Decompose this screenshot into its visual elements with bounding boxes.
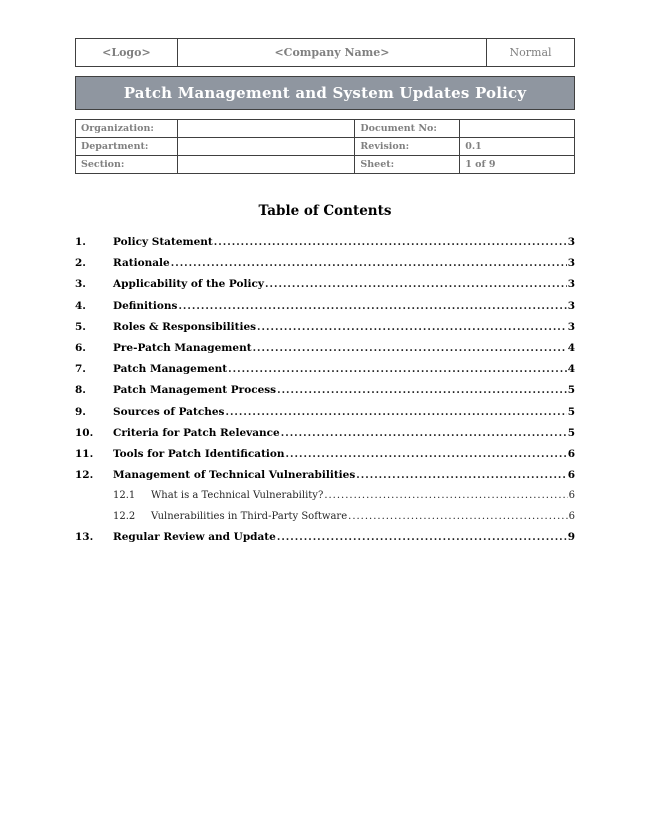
toc-entry-page: 9 [567, 530, 575, 543]
toc-leader-dots [286, 444, 567, 465]
toc-entry-page: 4 [567, 363, 575, 376]
toc-entry-number: 12.1 [113, 490, 136, 502]
toc-entry-title: What is a Technical Vulnerability? [151, 490, 324, 502]
logo-placeholder: <Logo> [76, 39, 178, 67]
toc-entry-page: 3 [567, 257, 575, 270]
document-title-banner: Patch Management and System Updates Policy [75, 76, 575, 110]
toc-entry-title: Roles & Responsibilities [113, 320, 257, 333]
toc-leader-dots [356, 465, 566, 486]
document-page [75, 38, 575, 548]
toc-leader-dots [171, 253, 567, 274]
toc-entry[interactable] [75, 380, 575, 401]
toc-entry-title: Vulnerabilities in Third-Party Software [151, 510, 348, 522]
toc-entry-number: 1. [75, 236, 86, 248]
document-header-table [75, 38, 575, 67]
toc-entry-title: Applicability of the Policy [113, 278, 265, 291]
toc-entry[interactable] [75, 359, 575, 380]
toc-entry-title: Rationale [113, 257, 170, 270]
meta-row [76, 156, 575, 174]
toc-entry-page: 5 [567, 384, 575, 397]
toc-entry[interactable] [75, 317, 575, 338]
toc-entry-title: Pre-Patch Management [113, 342, 252, 355]
toc-entry-title: Sources of Patches [113, 405, 225, 418]
toc-entry-number: 9. [75, 405, 86, 418]
toc-entry-number: 2. [75, 257, 86, 270]
toc-leader-dots [214, 232, 567, 253]
toc-entry-title: Regular Review and Update [113, 530, 276, 543]
sheet-value: 1 of 9 [460, 156, 575, 174]
organization-label: Organization: [76, 120, 178, 138]
toc-entry[interactable] [75, 423, 575, 444]
section-label: Section: [76, 156, 178, 174]
toc-entry[interactable] [75, 465, 575, 486]
toc-entry-title: Criteria for Patch Relevance [113, 426, 280, 439]
toc-entry-number: 12. [75, 469, 94, 482]
toc-title: Table of Contents [258, 203, 392, 219]
toc-entry-title: Policy Statement [113, 236, 213, 248]
toc-entry-page: 3 [567, 299, 575, 312]
toc-entry[interactable] [75, 296, 575, 317]
toc-entry[interactable] [75, 253, 575, 274]
revision-label: Revision: [355, 138, 460, 156]
toc-entry[interactable] [75, 402, 575, 423]
toc-entry-number: 8. [75, 384, 86, 397]
toc-entry-number: 4. [75, 299, 86, 312]
toc-entry[interactable] [75, 486, 575, 506]
toc-entry-number: 5. [75, 320, 86, 333]
company-name-placeholder: <Company Name> [177, 39, 486, 67]
toc-leader-dots [228, 359, 567, 380]
toc-entry-page: 3 [567, 278, 575, 291]
section-value [177, 156, 354, 174]
sheet-label: Sheet: [355, 156, 460, 174]
toc-entry-page: 6 [567, 469, 575, 482]
toc-entry-number: 10. [75, 426, 94, 439]
toc-entry-number: 7. [75, 363, 86, 376]
toc-entry-title: Definitions [113, 299, 178, 312]
toc-entry[interactable] [75, 507, 575, 527]
toc-leader-dots [277, 380, 567, 401]
toc-entry-page: 3 [567, 320, 575, 333]
toc-entry-page: 6 [567, 448, 575, 461]
toc-entry-number: 3. [75, 278, 86, 291]
toc-list [75, 232, 575, 548]
toc-leader-dots [265, 274, 567, 295]
header-row [76, 39, 575, 67]
toc-entry-page: 5 [567, 426, 575, 439]
toc-entry[interactable] [75, 232, 575, 253]
toc-entry-number: 6. [75, 342, 86, 355]
classification-label: Normal [487, 39, 575, 67]
document-no-label: Document No: [355, 120, 460, 138]
toc-entry[interactable] [75, 527, 575, 548]
toc-leader-dots [257, 317, 567, 338]
toc-entry-page: 5 [567, 405, 575, 418]
department-label: Department: [76, 138, 178, 156]
toc-entry[interactable] [75, 338, 575, 359]
department-value [177, 138, 354, 156]
toc-leader-dots [178, 296, 566, 317]
toc-leader-dots [253, 338, 567, 359]
toc-entry-number: 11. [75, 448, 94, 461]
toc-leader-dots [225, 402, 566, 423]
meta-row [76, 138, 575, 156]
meta-row [76, 120, 575, 138]
toc-entry-page: 3 [567, 236, 575, 248]
revision-value: 0.1 [460, 138, 575, 156]
toc-entry-number: 13. [75, 530, 94, 543]
toc-entry[interactable] [75, 444, 575, 465]
toc-entry-title: Patch Management Process [113, 384, 277, 397]
toc-entry-number: 12.2 [113, 510, 136, 522]
toc-entry-title: Patch Management [113, 363, 228, 376]
toc-entry-title: Management of Technical Vulnerabilities [113, 469, 356, 482]
toc-leader-dots [348, 507, 567, 527]
toc-leader-dots [277, 527, 567, 548]
toc-entry-page: 6 [568, 490, 575, 502]
toc-entry-page: 4 [567, 342, 575, 355]
toc-entry[interactable] [75, 274, 575, 295]
document-no-value [460, 120, 575, 138]
toc-entry-title: Tools for Patch Identification [113, 448, 285, 461]
toc-leader-dots [324, 486, 567, 506]
document-meta-table [75, 119, 575, 174]
toc-entry-page: 6 [568, 510, 575, 522]
organization-value [177, 120, 354, 138]
toc-leader-dots [281, 423, 567, 444]
